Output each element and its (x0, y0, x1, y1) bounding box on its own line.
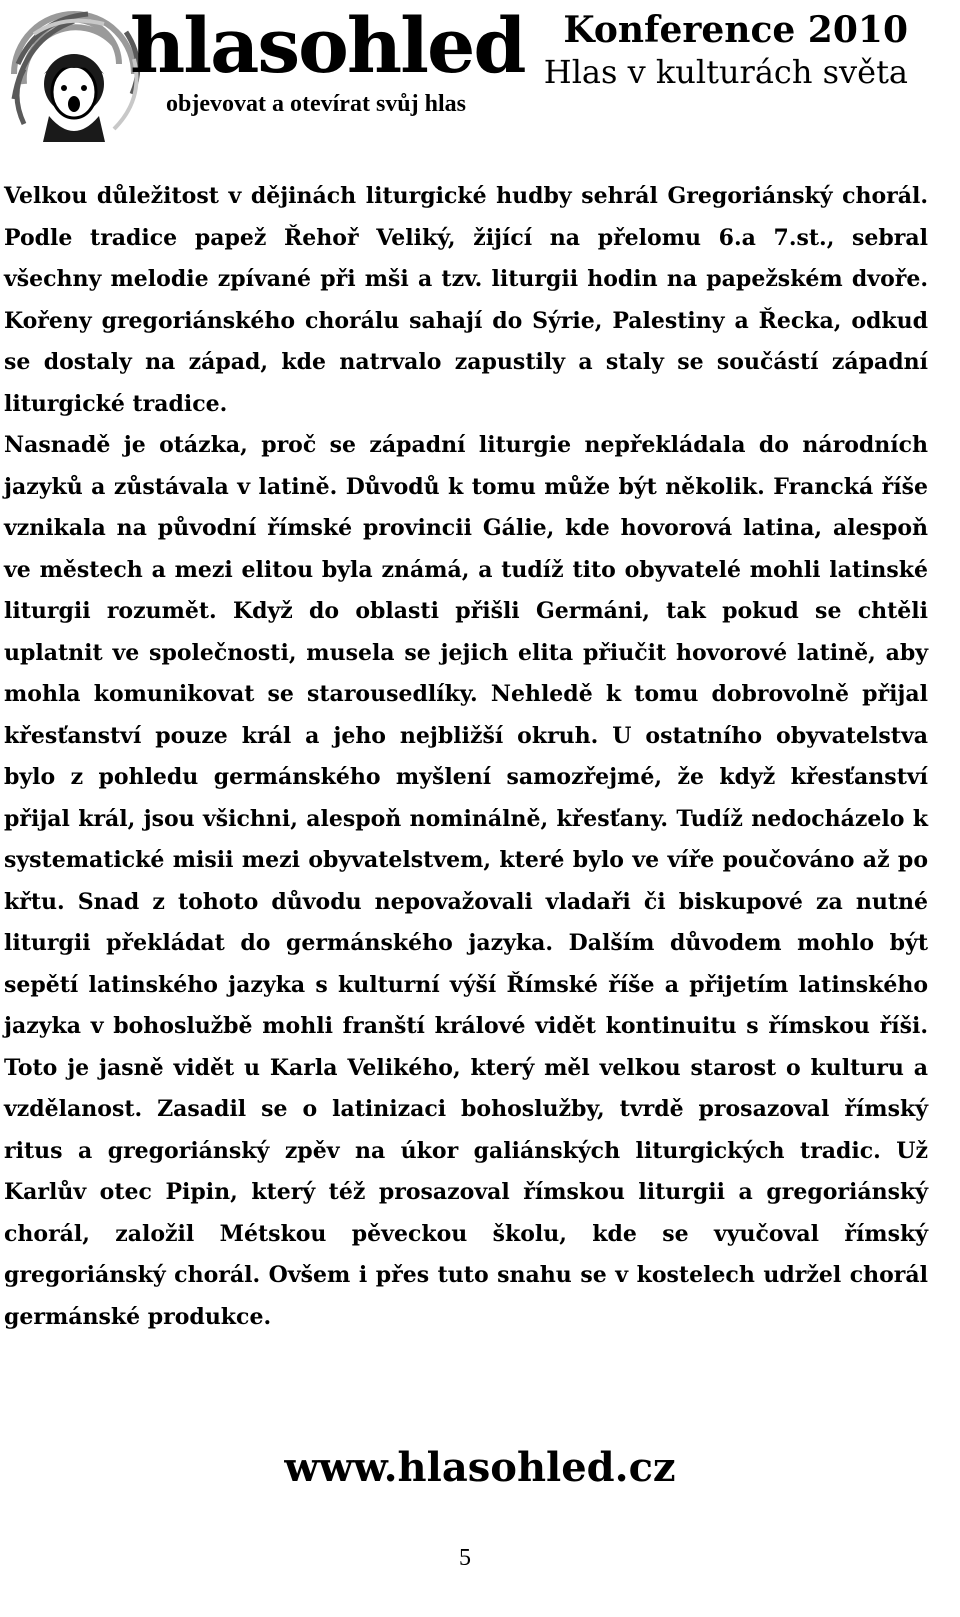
article-body (4, 176, 928, 1338)
logo-name: hlasohled (130, 1, 525, 90)
page-number: 5 (459, 1545, 471, 1571)
paragraph-latin-liturgy: Nasnadě je otázka, proč se západní liturgie nepřekládala do národních jazyků a zůstávala v latině. Důvodů k tomu může být několik. Francká říše vznikala na původní římské provincii Gálie, kde hovorová latina, alespoň ve městech a mezi elitou byla známá, a tudíž tito obyvatelé mohli latinské liturgii rozumět. Když do oblasti přišli Germáni, tak pokud se chtěli uplatnit ve společnosti, musela se jejich elita přiučit hovorové latině, aby mohla komunikovat se starousedlíky. Nehledě k tomu dobrovolně přijal křesťanství pouze král a jeho nejbližší okruh. U ostatního obyvatelstva bylo z pohledu germánského myšlení samozřejmé, že když křesťanství přijal král, jsou všichni, alespoň nominálně, křesťany. Tudíž nedocházelo k systematické misii mezi obyvatelstvem, které bylo ve víře poučováno až po křtu. Snad z tohoto důvodu nepovažovali vladaři či biskupové za nutné liturgii překládat do germánského jazyka. Dalším důvodem mohlo být sepětí latinského jazyka s kulturní výší Římské říše a přijetím latinského jazyka v bohoslužbě mohli franští králové vidět kontinuitu s římskou říši. Toto je jasně vidět u Karla Velikého, který měl velkou starost o kulturu a vzdělanost. Zasadil se o latinizaci bohoslužby, tvrdě prosazoval římský ritus a gregoriánský zpěv na úkor galiánských liturgických tradic. Už Karlův otec Pipin, který též prosazoval římskou liturgii a gregoriánský chorál, založil Métskou pěveckou školu, kde se vyučoval římský gregoriánský chorál. Ovšem i přes tuto snahu se v kostelech udržel chorál germánské produkce. (4, 432, 928, 1330)
conference-subtitle: Hlas v kulturách světa (543, 53, 908, 91)
logo-tagline: objevovat a otevírat svůj hlas (166, 91, 466, 117)
paragraph-gregorian-chant: Velkou důležitost v dějinách liturgické hudby sehrál Gregoriánský chorál. Podle tradice papež Řehoř Veliký, žijící na přelomu 6.a 7.st., sebral všechny melodie zpívané při mši a tzv. liturgii hodin na papežském dvoře. Kořeny gregoriánského chorálu sahají do Sýrie, Palestiny a Řecka, odkud se dostaly na západ, kde natrvalo zapustily a staly se součástí západní liturgické tradice. (4, 183, 928, 417)
conference-title: Konference 2010 (563, 9, 908, 51)
page-header (0, 0, 960, 150)
website-link[interactable]: www.hlasohled.cz (284, 1444, 676, 1491)
